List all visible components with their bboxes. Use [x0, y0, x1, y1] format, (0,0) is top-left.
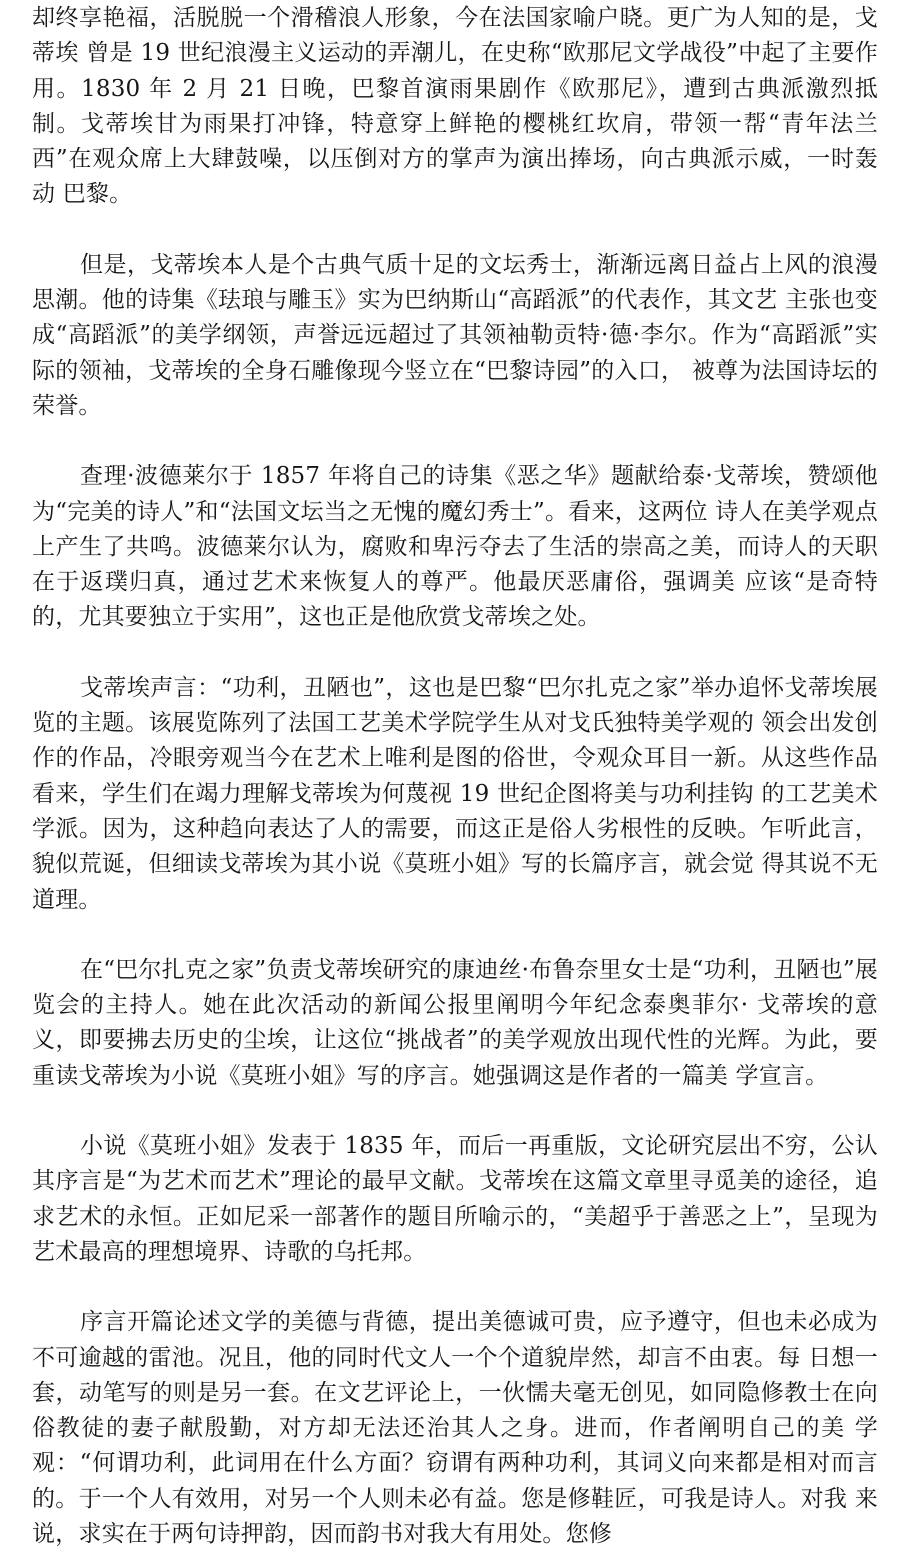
paragraph-3: 查理·波德莱尔于 1857 年将自己的诗集《恶之华》题献给泰·戈蒂埃，赞颂他为“完美的诗人”和“法国文坛当之无愧的魔幻秀士”。看来，这两位 诗人在美学观点上产生了共鸣。波德莱尔认为，腐败和卑污夺去了生活的崇高之美，而诗人的天职在于返璞归真，通过艺术来恢复人的尊严。他最厌恶庸俗，强调美 应该“是奇特的，尤其要独立于实用”，这也正是他欣赏戈蒂埃之处。: [32, 463, 878, 631]
paragraph-gap: [32, 1270, 878, 1305]
paragraph-gap: [32, 918, 878, 953]
paragraph-1: 却终享艳福，活脱脱一个滑稽浪人形象，今在法国家喻户晓。更广为人知的是，戈蒂埃 曾是 19 世纪浪漫主义运动的弄潮儿，在史称“欧那尼文学战役”中起了主要作用。1830 年 2 月 21 日晚，巴黎首演雨果剧作《欧那尼》，遭到古典派激烈抵 制。戈蒂埃甘为雨果打冲锋，特意穿上鲜艳的樱桃红坎肩，带领一帮“青年法兰西”在观众席上大肆鼓噪，以压倒对方的掌声为演出捧场，向古典派示威，一时轰动 巴黎。: [32, 5, 878, 208]
paragraph-gap: [32, 424, 878, 459]
paragraph-5: 在“巴尔扎克之家”负责戈蒂埃研究的康迪丝·布鲁奈里女士是“功利，丑陋也”展览会的主持人。她在此次活动的新闻公报里阐明今年纪念泰奥菲尔· 戈蒂埃的意义，即要拂去历史的尘埃，让这位“挑战者”的美学观放出现代性的光辉。为此，要重读戈蒂埃为小说《莫班小姐》写的序言。她强调这是作者的一篇美 学宣言。: [32, 956, 878, 1089]
paragraph-gap: [32, 1094, 878, 1129]
paragraph-4: 戈蒂埃声言：“功利，丑陋也”，这也是巴黎“巴尔扎克之家”举办追怀戈蒂埃展览的主题。该展览陈列了法国工艺美术学院学生从对戈氏独特美学观的 领会出发创作的作品，冷眼旁观当今在艺术上唯利是图的俗世，令观众耳目一新。从这些作品看来，学生们在竭力理解戈蒂埃为何蔑视 19 世纪企图将美与功利挂钩 的工艺美术学派。因为，这种趋向表达了人的需要，而这正是俗人劣根性的反映。乍听此言，貌似荒诞，但细读戈蒂埃为其小说《莫班小姐》写的长篇序言，就会觉 得其说不无道理。: [32, 674, 878, 913]
paragraph-6: 小说《莫班小姐》发表于 1835 年，而后一再重版，文论研究层出不穷，公认其序言是“为艺术而艺术”理论的最早文献。戈蒂埃在这篇文章里寻觅美的途径，追求艺术的永恒。正如尼采一部著作的题目所喻示的，“美超乎于善恶之上”，呈现为艺术最高的理想境界、诗歌的乌托邦。: [32, 1133, 878, 1265]
paragraph-gap: [32, 213, 878, 248]
paragraph-2: 但是，戈蒂埃本人是个古典气质十足的文坛秀士，渐渐远离日益占上风的浪漫思潮。他的诗集《珐琅与雕玉》实为巴纳斯山“高蹈派”的代表作，其文艺 主张也变成“高蹈派”的美学纲领，声誉远远超过了其领袖勒贡特·德·李尔。作为“高蹈派”实际的领袖，戈蒂埃的全身石雕像现今竖立在“巴黎诗园”的入口， 被尊为法国诗坛的荣誉。: [32, 251, 878, 419]
paragraph-gap: [32, 636, 878, 671]
paragraph-7: 序言开篇论述文学的美德与背德，提出美德诚可贵，应予遵守，但也未必成为不可逾越的雷池。况且，他的同时代文人一个个道貌岸然，却言不由衷。每 日想一套，动笔写的则是另一套。在文艺评论上，一伙懦夫毫无创见，如同隐修教士在向俗教徒的妻子献殷勤，对方却无法还治其人之身。进而，作者阐明自己的美 学观：“何谓功利，此词用在什么方面？窃谓有两种功利，其词义向来都是相对而言的。于一个人有效用，对另一个人则未必有益。您是修鞋匠，可我是诗人。对我 来说，求实在于两句诗押韵，因而韵书对我大有用处。您修: [32, 1309, 878, 1547]
